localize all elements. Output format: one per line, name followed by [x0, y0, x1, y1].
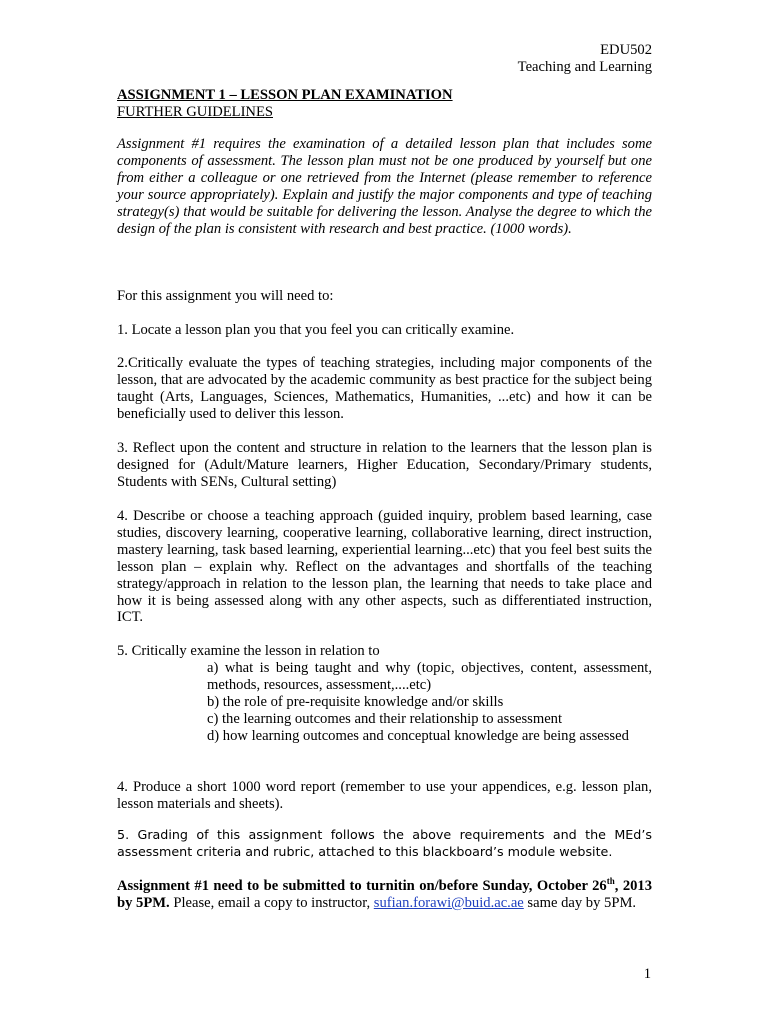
deadline-superscript: th	[606, 876, 615, 887]
deadline-paragraph	[117, 878, 652, 912]
page-number: 1	[643, 966, 651, 982]
course-code: EDU502	[600, 42, 652, 58]
assignment-title: ASSIGNMENT 1 – LESSON PLAN EXAMINATION	[117, 87, 453, 103]
item-grading: 5. Grading of this assignment follows the above requirements and the MEd’s assessment criteria and rubric, attached to this blackboard’s module website.	[117, 827, 652, 859]
item-3: 3. Reflect upon the content and structure in relation to the learners that the lesson plan is designed for (Adult/Mature learners, Higher Education, Secondary/Primary students, Students with SENs, Cultural setting)	[117, 440, 652, 490]
document-title	[117, 87, 652, 121]
lead-text: For this assignment you will need to:	[117, 288, 334, 304]
intro-paragraph: Assignment #1 requires the examination of a detailed lesson plan that includes some components of assessment. The lesson plan must not be one produced by yourself but one from either a colleague or one retrieved from the Internet (please remember to reference your source appropriately). Explain and justify the major components and type of teaching strategy(s) that would be suitable for delivering the lesson. Analyse the degree to which the design of the plan is consistent with research and best practice. (1000 words).	[117, 136, 652, 237]
page-header	[518, 42, 652, 76]
deadline-tail: same day by 5PM.	[523, 894, 637, 911]
item-5b: b) the role of pre-requisite knowledge and/or skills	[207, 694, 504, 710]
course-name: Teaching and Learning	[517, 59, 652, 75]
deadline-year-time: , 2013 by 5PM.	[117, 878, 653, 911]
item-1: 1. Locate a lesson plan you that you feel you can critically examine.	[117, 322, 515, 338]
assignment-subtitle: FURTHER GUIDELINES	[117, 103, 273, 120]
item-2: 2.Critically evaluate the types of teaching strategies, including major components of the lesson, that are advocated by the academic community as best practice for the subject being taught (Arts, Languages, Sciences, Mathematics, Humanities, ...etc) and how it can be beneficially used to deliver this lesson.	[117, 355, 652, 422]
item-5d: d) how learning outcomes and conceptual knowledge are being assessed	[207, 728, 629, 744]
deadline-bold-text: Assignment #1 need to be submitted to turnitin on/before Sunday, October 26	[117, 878, 607, 894]
instructor-email-link[interactable]: sufian.forawi@buid.ac.ae	[373, 894, 524, 911]
item-5: 5. Critically examine the lesson in relation to	[117, 643, 380, 659]
deadline-email-instruction: Please, email a copy to instructor,	[169, 894, 374, 911]
item-5a: a) what is being taught and why (topic, objectives, content, assessment, methods, resources, assessment,....etc)	[207, 660, 652, 693]
item-report: 4. Produce a short 1000 word report (remember to use your appendices, e.g. lesson plan, lesson materials and sheets).	[117, 779, 652, 812]
item-4: 4. Describe or choose a teaching approach (guided inquiry, problem based learning, case studies, discovery learning, cooperative learning, collaborative learning, direct instruction, mastery learning, task based learning, experiential learning...etc) that you feel best suits the lesson plan – explain why. Reflect on the advantages and shortfalls of the teaching strategy/approach in relation to the lesson plan, the learning that needs to take place and how it is being assessed along with any other aspects, such as differentiated instruction, ICT.	[117, 508, 652, 626]
item-5c: c) the learning outcomes and their relationship to assessment	[207, 711, 563, 727]
